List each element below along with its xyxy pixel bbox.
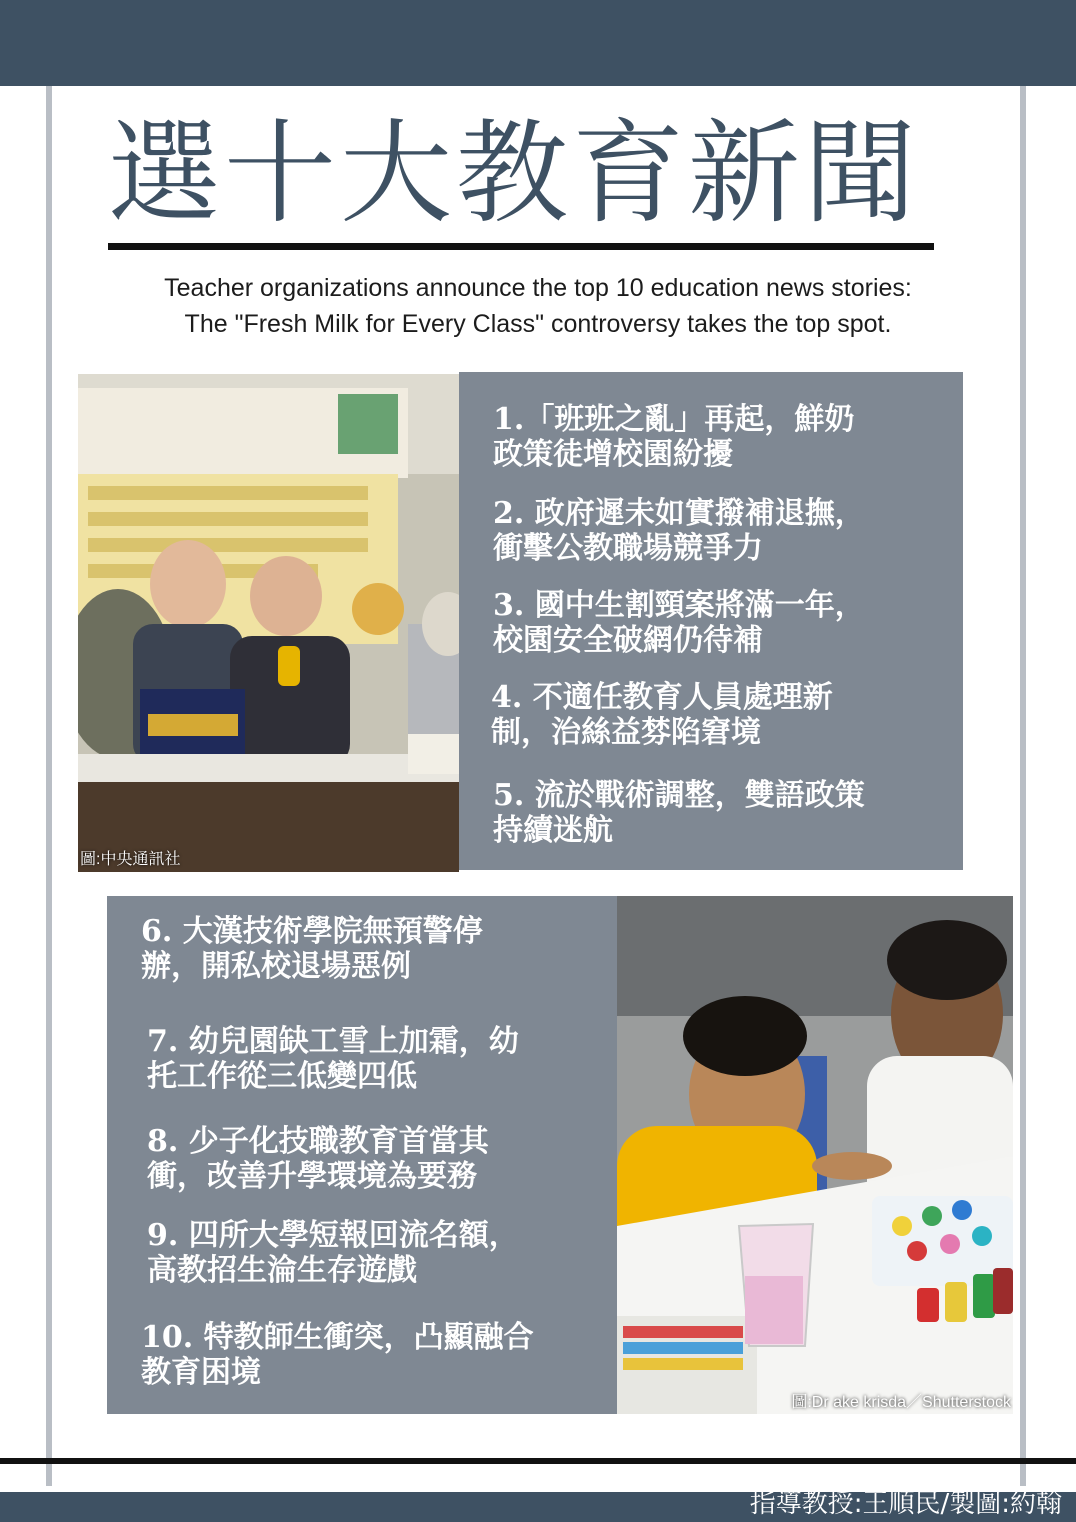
- photo-credit-cna: 圖:中央通訊社: [80, 851, 181, 868]
- news-item-9: 9. 四所大學短報回流名額， 高教招生淪生存遊戲: [147, 1218, 519, 1288]
- subtitle: [60, 270, 1016, 342]
- news-item-4: 4. 不適任教育人員處理新 制，治絲益棼陷窘境: [491, 680, 833, 750]
- right-border-line: [1020, 86, 1026, 1486]
- title-underline: [108, 243, 934, 250]
- news-item-2: 2. 政府遲未如實撥補退撫， 衝擊公教職場競爭力: [493, 496, 865, 566]
- children-painting-photo: [617, 896, 1013, 1414]
- footer-credit: 指導教授:王順民/製圖:約翰: [749, 1489, 1062, 1519]
- left-border-line: [46, 86, 52, 1486]
- top-banner: [0, 0, 1076, 86]
- news-item-3: 3. 國中生割頸案將滿一年， 校園安全破網仍待補: [493, 588, 865, 658]
- news-item-5: 5. 流於戰術調整，雙語政策 持續迷航: [493, 778, 865, 848]
- photo-credit-shutterstock: 圖:Dr ake krisda／Shutterstock: [791, 1394, 1011, 1411]
- subtitle-line-2: The "Fresh Milk for Every Class" controversy takes the top spot.: [184, 310, 892, 338]
- news-item-6: 6. 大漢技術學院無預警停 辦，開私校退場惡例: [141, 914, 483, 984]
- press-conference-photo: [78, 374, 459, 872]
- page-title: 選十大教育新聞: [108, 109, 920, 239]
- news-item-1: 1.「班班之亂」再起，鮮奶 政策徒增校園紛擾: [493, 402, 855, 472]
- news-item-7: 7. 幼兒園缺工雪上加霜，幼 托工作從三低變四低: [147, 1024, 519, 1094]
- news-panel-top: [459, 372, 963, 870]
- news-item-8: 8. 少子化技職教育首當其 衝，改善升學環境為要務: [147, 1124, 489, 1194]
- bottom-rule: [0, 1458, 1076, 1464]
- news-panel-bottom: [107, 896, 617, 1414]
- subtitle-line-1: Teacher organizations announce the top 10 education news stories:: [164, 274, 912, 302]
- news-item-10: 10. 特教師生衝突，凸顯融合 教育困境: [141, 1320, 534, 1390]
